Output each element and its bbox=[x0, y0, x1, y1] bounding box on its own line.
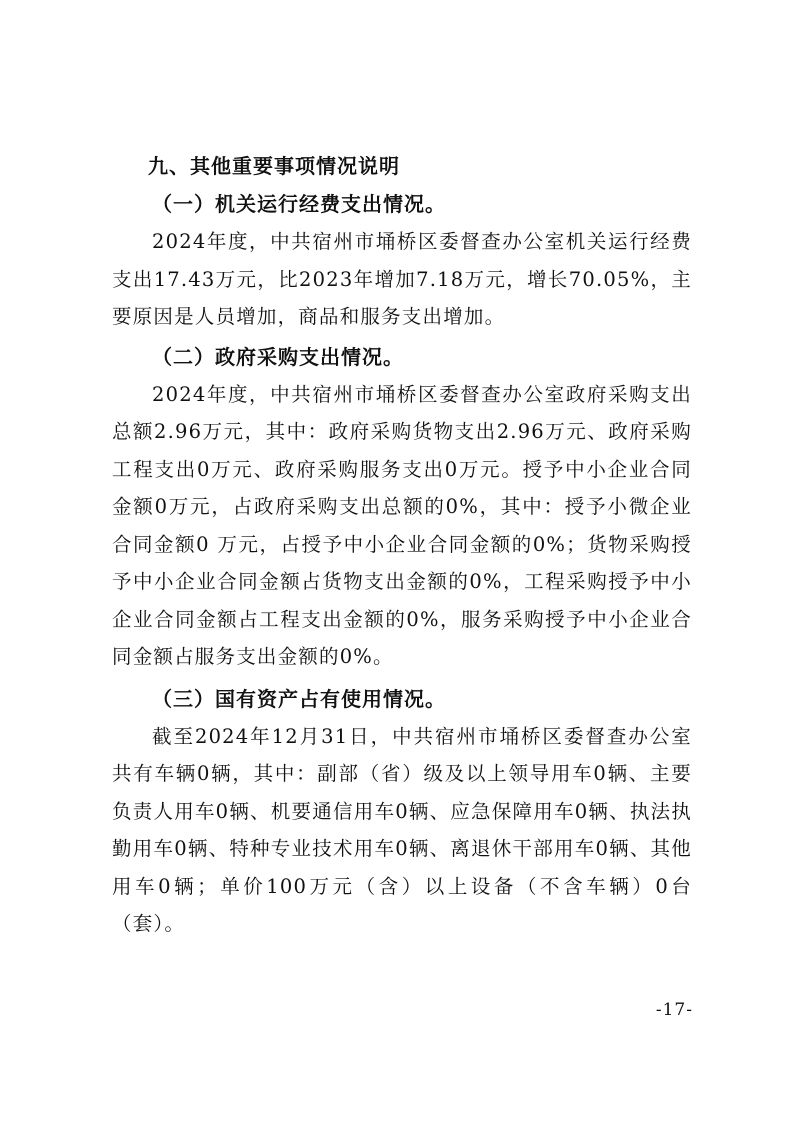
section-title: 九、其他重要事项情况说明 bbox=[148, 154, 400, 178]
subsection-heading-2: （二）政府采购支出情况。 bbox=[152, 344, 404, 369]
subsection-heading-1: （一）机关运行经费支出情况。 bbox=[152, 192, 446, 216]
subsection-paragraph-2: 2024年度，中共宿州市埇桥区委督查办公室政府采购支出总额2.96万元，其中：政府采购货物支出2.96万元、政府采购工程支出0万元、政府采购服务支出0万元。授予中小企业合同金额0万元，占政府采购支出总额的0%，其中：授予小微企业合同金额0 万元，占授予中小企业合同金额的0%；货物采购授予中小企业合同金额占货物支出金额的0%，工程采购授予中小企业合同金额占工程支出金额的0%，服务采购授予中小企业合同金额占服务支出金额的0%。 bbox=[112, 382, 692, 668]
document-body bbox=[112, 147, 692, 945]
page-number: -17- bbox=[655, 1000, 693, 1020]
subsection-heading-3: （三）国有资产占有使用情况。 bbox=[152, 686, 446, 711]
subsection-paragraph-3: 截至2024年12月31日，中共宿州市埇桥区委督查办公室共有车辆0辆，其中：副部（省）级及以上领导用车0辆、主要负责人用车0辆、机要通信用车0辆、应急保障用车0辆、执法执勤用车0辆、特种专业技术用车0辆、离退休干部用车0辆、其他用车0辆；单价100万元（含）以上设备（不含车辆）0台（套）。 bbox=[112, 724, 692, 935]
subsection-paragraph-1: 2024年度，中共宿州市埇桥区委督查办公室机关运行经费支出17.43万元，比2023年增加7.18万元，增长70.05%，主要原因是人员增加，商品和服务支出增加。 bbox=[112, 230, 692, 328]
